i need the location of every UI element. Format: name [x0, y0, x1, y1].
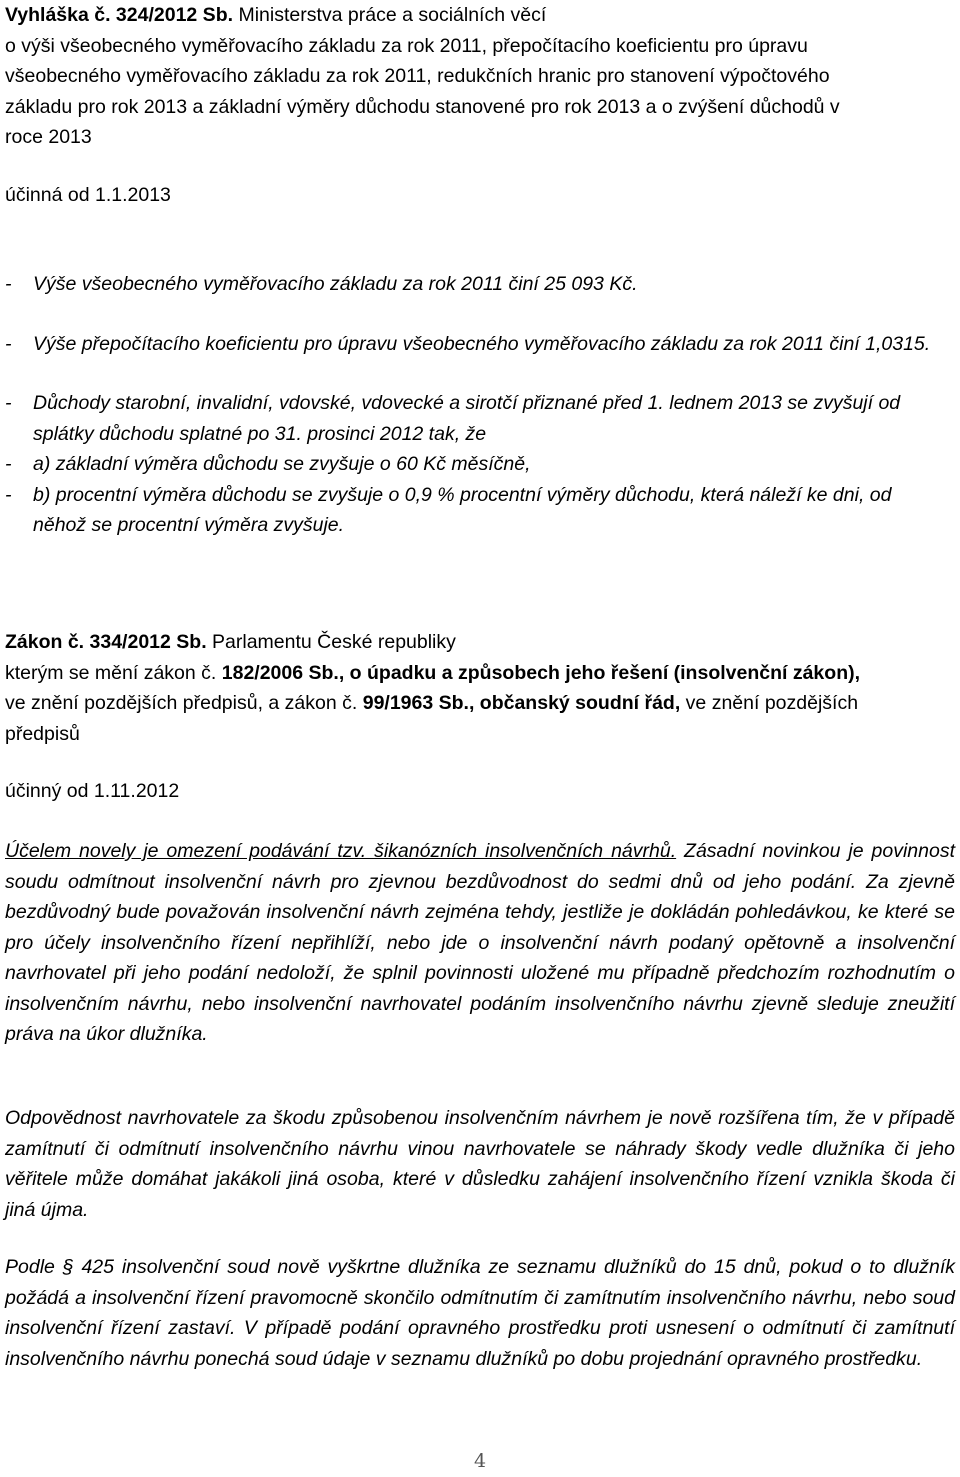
- bullet-item: - b) procentní výměra důchodu se zvyšuje o 0,9 % procentní výměry důchodu, která náleží ke dni, od něhož se procentní výměra zvyšuje.: [5, 483, 892, 536]
- law-heading: [5, 627, 955, 749]
- law-paragraph-purpose: Účelem novely je omezení podávání tzv. šikanózních insolvenčních návrhů. Zásadní novinkou je povinnost soudu odmítnout insolvenční návrh pro zjevnou bezdůvodnost do sedmi dnů od jeho podání. Za zjevně bezdůvodný bude považován insolvenční návrh zejména tehdy, jestliže je dokládán pohledávkou, ke které se pro účely insolvenčního řízení nepřihlíží, nebo jde o insolvenční návrh podaný opětovně a insolvenční navrhovatel při jeho podání nedoloží, že splnil povinnosti uložené mu případně předchozím rozhodnutím o insolvenčním návrhu, nebo insolvenční navrhovatel podáním insolvenčního návrhu zjevně sleduje zneužití práva na úkor dlužníka.: [5, 840, 955, 1045]
- decree-reference: Vyhláška č. 324/2012 Sb.: [5, 4, 234, 26]
- law-reference: Zákon č. 334/2012 Sb.: [5, 631, 207, 653]
- decree-effective-date: účinná od 1.1.2013: [5, 184, 171, 206]
- bullet-item: - Důchody starobní, invalidní, vdovské, vdovecké a sirotčí přiznané před 1. lednem 2013 se zvyšují od splátky důchodu splatné po 31. prosinci 2012 tak, že: [5, 392, 901, 445]
- page-number: 4: [473, 1450, 487, 1472]
- decree-bullet-list: [5, 269, 935, 541]
- bullet-item: - Výše všeobecného vyměřovacího základu za rok 2011 činí 25 093 Kč.: [5, 273, 638, 295]
- law-amend-line-2: ve znění pozdějších předpisů, a zákon č. 99/1963 Sb., občanský soudní řád, ve znění pozdějších: [5, 692, 859, 714]
- law-paragraph-liability: Odpovědnost navrhovatele za škodu způsobenou insolvenčním návrhem je nově rozšířena tím, že v případě zamítnutí či odmítnutí insolvenčního návrhu vinou navrhovatele se náhrady škody vedle dlužníka či jeho věřitele může domáhat jakákoli jiná osoba, které v důsledku zahájení insolvenčního řízení vznikla škoda či jiná újma.: [5, 1107, 955, 1221]
- decree-title-line-4: základu pro rok 2013 a základní výměry důchodu stanovené pro rok 2013 a o zvýšení důchodů v: [5, 95, 840, 118]
- law-purpose-underlined: Účelem novely je omezení podávání tzv. šikanózních insolvenčních návrhů.: [5, 840, 677, 862]
- bullet-item: - a) základní výměra důchodu se zvyšuje o 60 Kč měsíčně,: [5, 453, 531, 475]
- decree-issuer: Ministerstva práce a sociálních věcí: [233, 4, 547, 26]
- law-amend-line-1: kterým se mění zákon č. 182/2006 Sb., o úpadku a způsobech jeho řešení (insolvenční zákon),: [5, 661, 861, 684]
- decree-title-line-2: o výši všeobecného vyměřovacího základu za rok 2011, přepočítacího koeficientu pro úpravu: [5, 34, 808, 57]
- law-effective-date: účinný od 1.11.2012: [5, 780, 180, 802]
- law-title-line: [5, 627, 955, 658]
- decree-title-line-5: roce 2013: [5, 126, 92, 148]
- bullet-item: - Výše přepočítacího koeficientu pro úpravu všeobecného vyměřovacího základu za rok 2011 činí 1,0315.: [5, 332, 931, 355]
- decree-title-line-3: všeobecného vyměřovacího základu za rok 2011, redukčních hranic pro stanovení výpočtového: [5, 65, 830, 87]
- law-amend-line-3: předpisů: [5, 722, 80, 745]
- decree-heading: [5, 0, 955, 153]
- decree-title-line-1: [5, 0, 955, 31]
- law-paragraph-section-425: Podle § 425 insolvenční soud nově vyškrtne dlužníka ze seznamu dlužníků do 15 dnů, pokud o to dlužník požádá a insolvenční řízení pravomocně skončilo odmítnutím či zamítnutím insolvenčního návrhu, nebo soud insolvenční řízení zastaví. V případě podání opravného prostředku proti usnesení o odmítnutí či zamítnutí insolvenčního návrhu ponechá soud údaje v seznamu dlužníků po dobu projednání opravného prostředku.: [5, 1256, 955, 1370]
- law-issuer: Parlamentu České republiky: [206, 631, 456, 653]
